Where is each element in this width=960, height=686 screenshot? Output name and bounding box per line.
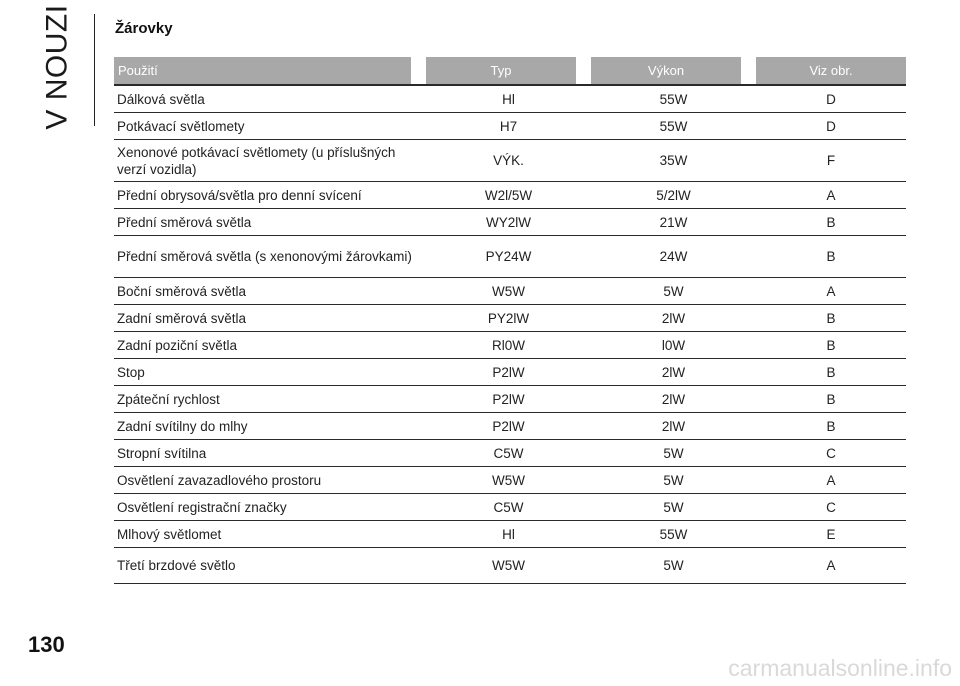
- side-divider: [94, 14, 95, 126]
- cell-power: 5W: [663, 445, 684, 461]
- cell-type: Hl: [502, 91, 515, 107]
- cell-figure: C: [826, 445, 836, 461]
- section-title: Žárovky: [115, 20, 173, 37]
- cell-use: Osvětlení registrační značky: [117, 499, 287, 515]
- cell-figure: B: [826, 310, 836, 326]
- cell-type: W5W: [492, 283, 525, 299]
- table-row: [114, 113, 906, 140]
- table-row: [114, 413, 906, 440]
- cell-type: VÝK.: [493, 153, 524, 168]
- cell-use: Zadní poziční světla: [117, 337, 238, 353]
- cell-type: PY2lW: [487, 310, 530, 326]
- cell-power: 5W: [663, 472, 684, 488]
- cell-use: Osvětlení zavazadlového prostoru: [117, 472, 322, 488]
- cell-use: Mlhový světlomet: [117, 526, 222, 542]
- cell-type: P2lW: [492, 418, 525, 434]
- cell-power: 2lW: [661, 364, 686, 380]
- cell-figure: A: [826, 283, 836, 299]
- section-side-label: [30, 4, 86, 130]
- table-row: [114, 305, 906, 332]
- cell-type: PY24W: [485, 249, 532, 264]
- bulb-table: [114, 57, 906, 584]
- cell-figure: E: [826, 526, 836, 542]
- cell-type: WY2lW: [486, 214, 531, 230]
- header-type: Typ: [426, 57, 576, 84]
- cell-power: 5W: [663, 283, 684, 299]
- table-row: [114, 140, 906, 182]
- cell-type: P2lW: [492, 391, 525, 407]
- cell-power: 2lW: [661, 418, 686, 434]
- table-row: [114, 236, 906, 278]
- table-row: [114, 182, 906, 209]
- cell-type: H7: [499, 118, 518, 134]
- cell-figure: A: [826, 472, 836, 488]
- table-header: [114, 57, 906, 84]
- cell-type: W2l/5W: [484, 187, 533, 203]
- cell-figure: D: [826, 91, 836, 107]
- cell-use: Přední směrová světla: [117, 214, 252, 230]
- table-row: [114, 494, 906, 521]
- table-row: [114, 332, 906, 359]
- cell-type: C5W: [493, 445, 524, 461]
- cell-use: Třetí brzdové světlo: [117, 558, 236, 573]
- table-row: [114, 209, 906, 236]
- cell-use: Přední obrysová/světla pro denní svícení: [117, 187, 362, 203]
- table-row: [114, 386, 906, 413]
- header-use: Použití: [114, 57, 411, 84]
- table-row: [114, 440, 906, 467]
- page-number: 130: [28, 632, 65, 657]
- cell-figure: B: [826, 364, 836, 380]
- table-row: [114, 278, 906, 305]
- header-gap: [411, 57, 426, 84]
- cell-type: C5W: [493, 499, 524, 515]
- cell-type: W5W: [492, 472, 525, 488]
- cell-use: Dálková světla: [117, 91, 205, 107]
- cell-power: l0W: [661, 337, 686, 353]
- header-gap: [576, 57, 591, 84]
- table-body: [114, 84, 906, 584]
- cell-power: 24W: [659, 249, 688, 264]
- table-row: [114, 467, 906, 494]
- header-figure: Viz obr.: [756, 57, 906, 84]
- table-row: [114, 86, 906, 113]
- cell-power: 55W: [659, 91, 688, 107]
- header-gap: [741, 57, 756, 84]
- cell-use: Přední směrová světla (s xenonovými žárovkami): [117, 249, 412, 264]
- cell-figure: B: [826, 391, 836, 407]
- cell-power: 35W: [659, 153, 688, 168]
- cell-figure: A: [826, 187, 836, 203]
- cell-power: 55W: [659, 526, 688, 542]
- cell-power: 2lW: [661, 310, 686, 326]
- watermark: carmanualsonline.info: [728, 655, 952, 681]
- header-power: Výkon: [591, 57, 741, 84]
- cell-use: Zpáteční rychlost: [117, 391, 220, 407]
- cell-figure: B: [826, 418, 836, 434]
- cell-power: 2lW: [661, 391, 686, 407]
- cell-figure: B: [826, 337, 836, 353]
- cell-use: Xenonové potkávací světlomety (u příslušných verzí vozidla): [117, 144, 396, 177]
- cell-power: 5W: [663, 558, 684, 573]
- cell-type: Hl: [502, 526, 515, 542]
- cell-figure: B: [826, 249, 836, 264]
- section-side-label-text: V NOUZI: [41, 4, 75, 130]
- cell-figure: A: [826, 558, 836, 573]
- cell-use: Stop: [117, 364, 145, 380]
- cell-use: Zadní svítilny do mlhy: [117, 418, 248, 434]
- cell-figure: F: [826, 153, 836, 168]
- table-row: [114, 521, 906, 548]
- cell-power: 55W: [659, 118, 688, 134]
- cell-use: Stropní svítilna: [117, 445, 207, 461]
- table-row: [114, 359, 906, 386]
- cell-figure: B: [826, 214, 836, 230]
- cell-power: 5W: [663, 499, 684, 515]
- cell-type: W5W: [492, 558, 525, 573]
- cell-figure: C: [826, 499, 836, 515]
- cell-power: 5/2lW: [656, 187, 691, 203]
- cell-type: Rl0W: [492, 337, 525, 353]
- cell-use: Potkávací světlomety: [117, 118, 245, 134]
- cell-type: P2lW: [492, 364, 525, 380]
- cell-use: Zadní směrová světla: [117, 310, 247, 326]
- cell-use: Boční směrová světla: [117, 283, 247, 299]
- table-row: [114, 548, 906, 584]
- cell-figure: D: [826, 118, 836, 134]
- cell-power: 21W: [659, 214, 688, 230]
